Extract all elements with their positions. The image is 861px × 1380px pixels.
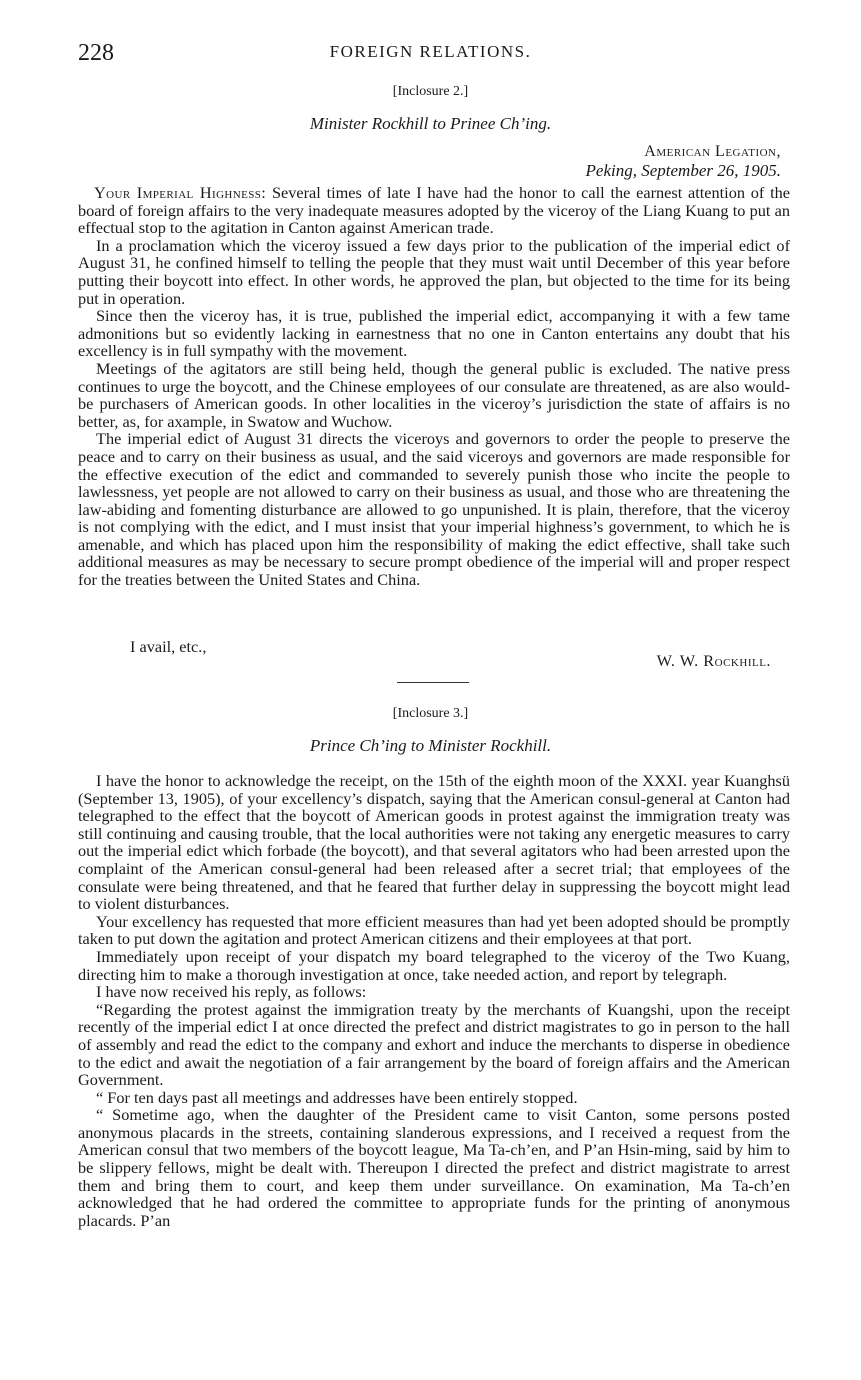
signature: W. W. Rockhill. (656, 651, 771, 670)
letter-place-text: American Legation, (644, 143, 781, 160)
paragraph (78, 184, 790, 237)
paragraph: The imperial edict of August 31 directs the viceroys and governors to order the people to preserve the peace and to carry on their business as usual, and the said viceroys and governors are made responsible for the effective execution of the edict and commanded to severely punish those who incite the people to lawlessness, yet people are not allowed to carry on their business as usual, and those who are threatening the law-abiding and fomenting disturbance are allowed to go unpunished. It is plain, therefore, that the viceroy is not complying with the edict, and I must insist that your imperial highness’s government, to which he is amenable, and which has placed upon him the responsibility of making the edict effective, shall take such additional measures as may be necessary to secure prompt obedience of the imperial will and proper respect for the treaties between the United States and China. (78, 429, 790, 590)
paragraph-text: Several times of late I have had the honor to call the earnest attention of the board of foreign affairs to the very inadequate measures adopted by the viceroy of the Liang Kuang to put an effectual stop to the agitation in Canton against American trade. (78, 183, 790, 238)
paragraph: I have the honor to acknowledge the receipt, on the 15th of the eighth moon of the XXXI. year Kuanghsü (September 13, 1905), of your excellency’s dispatch, saying that the American consul-general at Canton had telegraphed to the effect that the boycott of American goods in protest against the immigration treaty was still continuing and causing trouble, that the local authorities were not taking any energetic measures to carry out the imperial edict which forbade (the boycott), and that several agitators who had been arrested upon the complaint of the American consul-general had been released after a secret trial; that employees of the consulate were being threatened, and that he feared that further delay in suppressing the boycott might lead to violent disturbances. (78, 771, 790, 914)
letter-place (644, 143, 781, 161)
section-divider (397, 682, 469, 683)
salutation: Your Imperial Highness: (94, 183, 267, 202)
paragraph: Immediately upon receipt of your dispatch my board telegraphed to the viceroy of the Two Kuang, directing him to make a thorough investigation at once, take needed action, and report by telegraph. (78, 946, 790, 984)
inclosure-3-label: [Inclosure 3.] (392, 706, 469, 721)
paragraph: “Regarding the protest against the immigration treaty by the merchants of Kuangshi, upon the receipt recently of the imperial edict I at once directed the prefect and district magistrates to go in person to the hall of assembly and read the edict to the company and exhort and induce the merchants to disperse in obedience to the edict and await the negotiation of a fair arrangement by the board of foreign affairs and the American Government. (78, 999, 790, 1090)
inclosure-3-body (78, 772, 790, 1229)
page-number: 228 (78, 40, 114, 66)
inclosure-2-title: Minister Rockhill to Prinee Ch’ing. (309, 114, 552, 133)
paragraph: Meetings of the agitators are still being held, though the general public is excluded. The native press continues to urge the boycott, and the Chinese employees of our consulate are threatened, as are also would-be purchasers of American goods. In other localities in the viceroy’s jurisdiction the state of affairs is no better, as, for axample, in Swatow and Wuchow. (78, 358, 790, 431)
paragraph: Your excellency has requested that more efficient measures than had yet been adopted should be promptly taken to put down the agitation and protect American citizens and their employees at that port. (78, 911, 790, 949)
inclosure-2-label: [Inclosure 2.] (392, 84, 469, 99)
paragraph: Since then the viceroy has, it is true, published the imperial edict, accompanying it with a few tame admonitions but so evidently lacking in earnestness that no one in Canton entertains any doubt that his excellency is in full sympathy with the movement. (78, 306, 790, 361)
paragraph: In a proclamation which the viceroy issued a few days prior to the publication of the imperial edict of August 31, he confined himself to telling the people that they must wait until December of this year before putting their boycott into effect. In other words, he approved the plan, but objected to the time for its being put in operation. (78, 235, 790, 308)
running-head: FOREIGN RELATIONS. (329, 42, 532, 61)
paragraph: I have now received his reply, as follows: (96, 982, 367, 1002)
paragraph: “ Sometime ago, when the daughter of the President came to visit Canton, some persons posted anonymous placards in the streets, containing slanderous expressions, and I received a request from the American consul that two members of the boycott league, Ma Ta-ch’en, and P’an Hsin-ming, said by him to be slippery fellows, might be dealt with. Thereupon I directed the prefect and district magistrate to arrest them and bring them to court, and keep them under surveillance. On examination, Ma Ta-ch’en acknowledged that he had ordered the committee to appropriate funds for the printing of anonymous placards. P’an (78, 1105, 790, 1230)
inclosure-3-title: Prince Ch’ing to Minister Rockhill. (309, 736, 552, 755)
paragraph: “ For ten days past all meetings and addresses have been entirely stopped. (96, 1087, 578, 1107)
inclosure-2-body (78, 184, 790, 589)
closing: I avail, etc., (130, 637, 207, 656)
letter-date: Peking, September 26, 1905. (585, 161, 781, 180)
